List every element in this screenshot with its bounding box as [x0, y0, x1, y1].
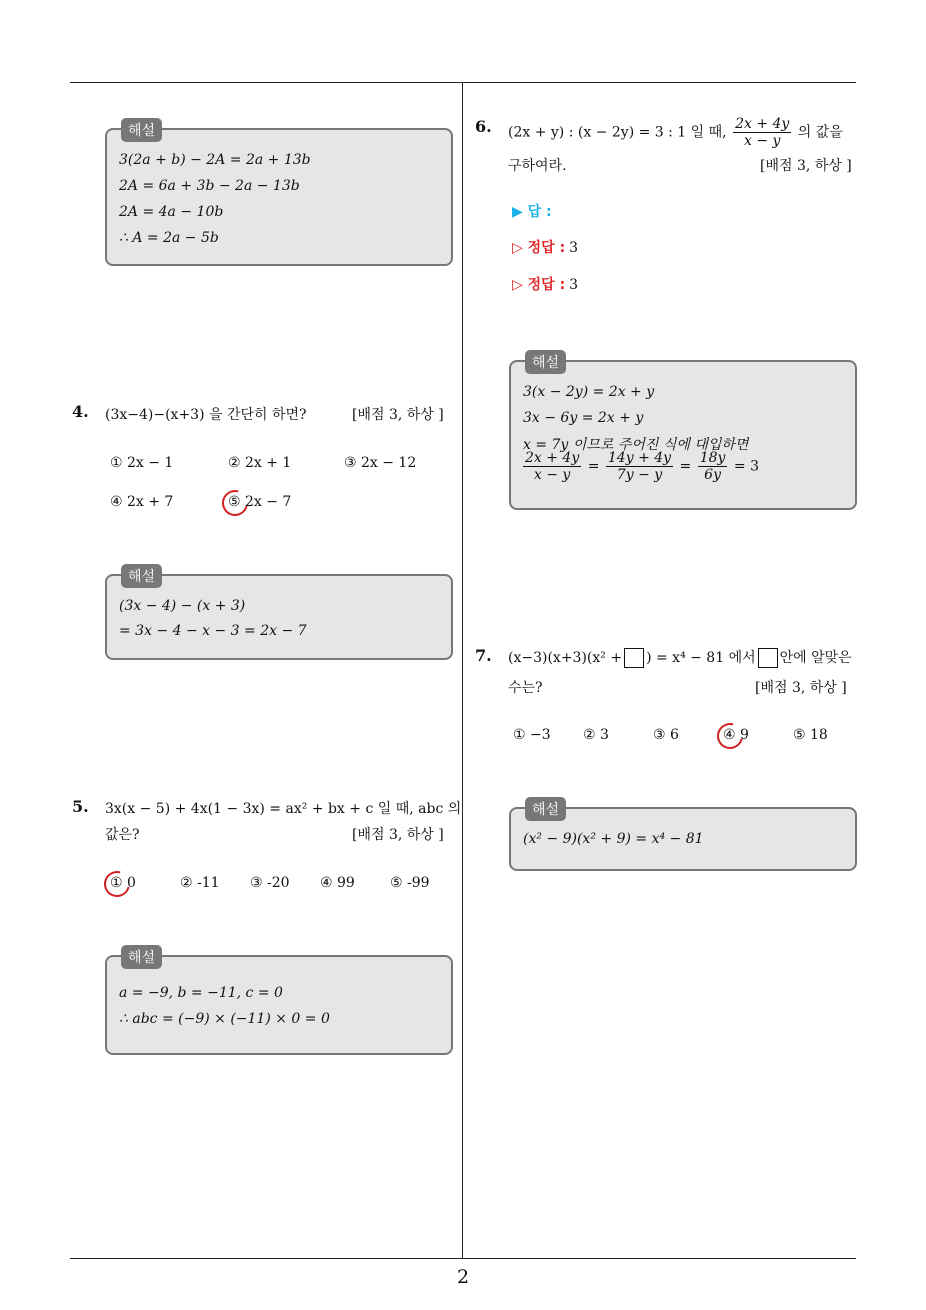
choice-7-5[interactable]: ⑤ 18: [793, 727, 828, 743]
question-6-text-post: 의 값을: [797, 124, 843, 141]
fraction-numerator: 2x + 4y: [735, 116, 790, 132]
blank-box: [758, 648, 778, 668]
question-6-text-pre: (2x + y) : (x − 2y) = 3 : 1 일 때,: [508, 124, 727, 141]
answer-label: ▶ 답 :: [512, 204, 552, 220]
question-7-text-post: 안에 알맞은: [779, 650, 852, 666]
solution-line: ∴ A = 2a − 5b: [119, 230, 219, 246]
choice-5-1[interactable]: ① 0: [110, 875, 136, 891]
fraction-denominator: x − y: [743, 133, 781, 149]
answer-circle-mark: [712, 718, 748, 754]
choice-5-4[interactable]: ④ 99: [320, 875, 355, 891]
blank-box: [624, 648, 644, 668]
question-text-4: (3x−4)−(x+3) 을 간단히 하면?: [105, 407, 307, 423]
choice-7-3[interactable]: ③ 6: [653, 727, 679, 743]
correct-answer-label: ▷ 정답 :: [512, 240, 566, 256]
answer-circle-mark: [217, 485, 253, 521]
sol-fraction-3: [698, 450, 728, 483]
correct-answer-value: 3: [569, 240, 579, 256]
fraction-numerator: 14y + 4y: [607, 450, 672, 466]
solution-tag: 해설: [525, 797, 566, 821]
solution-line: x = 7y 이므로 주어진 식에 대입하면: [523, 437, 749, 453]
solution-line: a = −9, b = −11, c = 0: [119, 985, 283, 1001]
answer-circle-mark: [99, 866, 135, 902]
bottom-rule: [70, 1258, 856, 1259]
question-number-7: 7.: [475, 646, 492, 665]
question-number-5: 5.: [72, 797, 89, 816]
question-text-5: 3x(x − 5) + 4x(1 − 3x) = ax² + bx + c 일 때, abc 의: [105, 801, 462, 817]
solution-tag: 해설: [121, 945, 162, 969]
choice-7-2[interactable]: ② 3: [583, 727, 609, 743]
solution-fraction-line: $\frac{2x + 4y}{x - y}$ = $\frac{14y + 4y}{7y - y}$ = $\frac{18y}{6y}$ = 3: [525, 450, 759, 483]
question-7-text-pre: (x−3)(x+3)(x² +: [508, 650, 623, 666]
solution-box-q7: [509, 802, 857, 871]
solution-line: 3(x − 2y) = 2x + y: [523, 384, 655, 400]
solution-line: 2A = 4a − 10b: [119, 204, 224, 220]
fraction-numerator: 2x + 4y: [525, 450, 580, 466]
solution-box-q4: [105, 569, 453, 660]
sol-fraction-1: [523, 450, 581, 483]
solution-line: (3x − 4) − (x + 3): [119, 598, 246, 614]
fraction-denominator: 7y − y: [616, 467, 663, 483]
score-label-4: [배점 3, 하상 ]: [352, 407, 444, 423]
top-rule: [70, 82, 856, 83]
correct-answer-value: 3: [569, 277, 579, 293]
column-divider: [462, 83, 463, 1259]
fraction-denominator: 6y: [704, 467, 721, 483]
solution-tag: 해설: [121, 564, 162, 588]
choice-5-5[interactable]: ⑤ -99: [390, 875, 430, 891]
sol-result: = 3: [733, 458, 759, 475]
question-text-7: [508, 647, 852, 668]
choice-7-4[interactable]: ④ 9: [723, 727, 749, 743]
choice-4-5[interactable]: ⑤ 2x − 7: [228, 494, 292, 510]
correct-answer-label: ▷ 정답 :: [512, 277, 566, 293]
fraction-numerator: 18y: [699, 450, 726, 466]
choice-5-2[interactable]: ② -11: [180, 875, 220, 891]
question-7-text-mid: ) = x⁴ − 81 에서: [646, 650, 756, 666]
choice-4-1[interactable]: ① 2x − 1: [110, 455, 174, 471]
solution-tag: 해설: [525, 350, 566, 374]
question-text-7-line2: 수는?: [508, 680, 543, 696]
question-6-fraction: [733, 116, 791, 149]
question-number-6: 6.: [475, 117, 492, 136]
solution-box-q3: [105, 123, 453, 266]
choice-4-4[interactable]: ④ 2x + 7: [110, 494, 174, 510]
question-text-6: [508, 116, 843, 149]
choice-4-3[interactable]: ③ 2x − 12: [344, 455, 417, 471]
solution-tag: 해설: [121, 118, 162, 142]
page-number: 2: [456, 1266, 470, 1288]
choice-5-3[interactable]: ③ -20: [250, 875, 290, 891]
score-label-7: [배점 3, 하상 ]: [755, 680, 847, 696]
question-text-5-line2: 값은?: [105, 827, 140, 843]
correct-answer-1: [512, 237, 578, 257]
question-text-6-line2: 구하여라.: [508, 158, 567, 174]
fraction-denominator: x − y: [533, 467, 571, 483]
solution-line: 2A = 6a + 3b − 2a − 13b: [119, 178, 300, 194]
solution-line: ∴ abc = (−9) × (−11) × 0 = 0: [119, 1011, 330, 1027]
solution-box-q6: [509, 355, 857, 510]
choice-4-2[interactable]: ② 2x + 1: [228, 455, 292, 471]
sol-fraction-2: [606, 450, 673, 483]
solution-line: = 3x − 4 − x − 3 = 2x − 7: [119, 623, 307, 639]
score-label-5: [배점 3, 하상 ]: [352, 827, 444, 843]
solution-box-q5: [105, 950, 453, 1055]
solution-line: (x² − 9)(x² + 9) = x⁴ − 81: [523, 831, 704, 847]
correct-answer-2: [512, 274, 578, 294]
score-label-6: [배점 3, 하상 ]: [760, 158, 852, 174]
question-number-4: 4.: [72, 402, 89, 421]
solution-line: 3x − 6y = 2x + y: [523, 410, 644, 426]
choice-7-1[interactable]: ① −3: [513, 727, 551, 743]
solution-line: 3(2a + b) − 2A = 2a + 13b: [119, 152, 311, 168]
